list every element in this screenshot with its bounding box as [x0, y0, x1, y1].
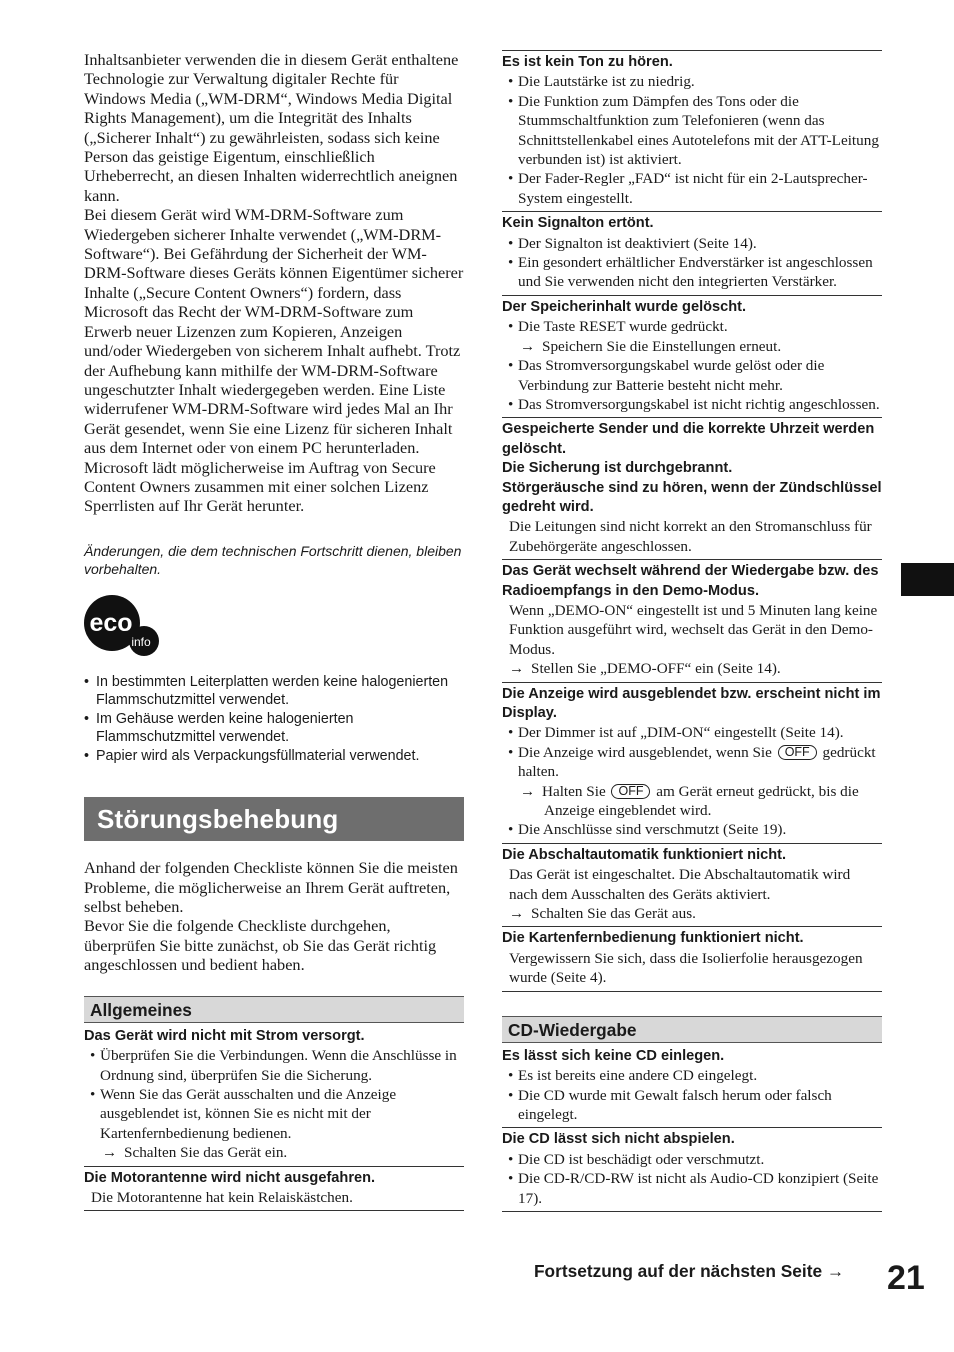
problem-auto-off	[502, 844, 882, 928]
problem-title: Es lässt sich keine CD einlegen.	[502, 1047, 725, 1064]
arrow-icon: →	[520, 782, 536, 800]
list-item: • Die CD ist beschädigt oder verschmutzt.	[502, 1150, 882, 1169]
eco-logo-word: eco	[89, 608, 133, 637]
list-item: • Die Funktion zum Dämpfen des Tons oder die Stummschaltfunktion zum Telefonieren (wenn das Schnittstellenkabel eines Autotelefons mit der ATT-Leitung verbunden ist) ist aktiviert.	[502, 92, 882, 170]
list-item: • Der Signalton ist deaktiviert (Seite 14).	[502, 234, 882, 253]
off-key-icon: OFF	[778, 745, 817, 760]
problem-title: Störgeräusche sind zu hören, wenn der Zündschlüssel gedreht wird.	[502, 479, 882, 515]
section-intro-2: Bevor Sie die folgende Checkliste durchgehen, überprüfen Sie bitte zunächst, ob Sie das Gerät richtig angeschlossen und bedient haben.	[84, 916, 437, 975]
remedy-item: → Speichern Sie die Einstellungen erneut.	[520, 337, 782, 355]
off-key-icon: OFF	[611, 784, 650, 799]
list-item: • Die CD-R/CD-RW ist nicht als Audio-CD konzipiert (Seite 17).	[502, 1169, 882, 1208]
remedy-item: → Schalten Sie das Gerät ein.	[102, 1144, 288, 1162]
problem-title: Es ist kein Ton zu hören.	[502, 54, 673, 70]
remedy-item: → Halten Sie OFF am Gerät erneut gedrückt, bis die Anzeige eingeblendet wird.	[520, 782, 859, 820]
list-item: • Wenn Sie das Gerät ausschalten und die Anzeige ausgeblendet ist, können Sie es nicht mit der Kartenfernbedienung bedienen.	[84, 1085, 464, 1143]
problem-cd-insert	[502, 1043, 882, 1129]
problem-antenna	[84, 1167, 464, 1212]
list-item: • Die Taste RESET wurde gedrückt.	[502, 317, 882, 336]
list-item: • Das Stromversorgungskabel wurde gelöst oder die Verbindung zur Batterie besteht nicht mehr.	[502, 356, 882, 395]
list-item: • Der Dimmer ist auf „DIM-ON“ eingestellt (Seite 14).	[502, 723, 882, 742]
problem-title: Die Kartenfernbedienung funktioniert nicht.	[502, 930, 804, 947]
problem-no-sound	[502, 51, 882, 212]
page-number: 21	[887, 1259, 925, 1297]
change-note: Änderungen, die dem technischen Fortschritt dienen, bleiben vorbehalten.	[84, 542, 462, 578]
list-item: Das Gerät ist eingeschaltet. Die Abschaltautomatik wird nach dem Ausschalten des Geräts aktiviert.	[509, 866, 851, 903]
list-item: • Ein gesondert erhältlicher Endverstärker ist angeschlossen und Sie verwenden nicht den integrierten Verstärker.	[502, 253, 882, 292]
problem-title: Die Motorantenne wird nicht ausgefahren.	[84, 1169, 376, 1186]
problem-title: Die Abschaltautomatik funktioniert nicht.	[502, 846, 787, 863]
eco-bullet-list	[84, 673, 464, 766]
problem-title: Das Gerät wird nicht mit Strom versorgt.	[84, 1027, 365, 1044]
problem-display	[502, 683, 882, 844]
list-item: • Die Anschlüsse sind verschmutzt (Seite 19).	[502, 820, 882, 839]
list-item: Die Leitungen sind nicht korrekt an den Stromanschluss für Zubehörgeräte angeschlossen.	[509, 518, 872, 555]
list-item: • Papier wird als Verpackungsfüllmaterial verwendet.	[84, 747, 464, 766]
section-intro-1: Anhand der folgenden Checkliste können Sie die meisten Probleme, die möglicherweise an Ihrem Gerät auftreten, selbst beheben.	[84, 858, 458, 917]
problem-no-beep	[502, 212, 882, 296]
continued-note: Fortsetzung auf der nächsten Seite →	[534, 1261, 845, 1281]
left-column	[84, 50, 464, 1211]
remedy-item: → Schalten Sie das Gerät aus.	[509, 905, 696, 923]
list-item: • Die Lautstärke ist zu niedrig.	[502, 72, 882, 91]
problem-title: Der Speicherinhalt wurde gelöscht.	[502, 298, 747, 315]
problem-title: Kein Signalton ertönt.	[502, 215, 654, 232]
intro-paragraph-1: Inhaltsanbieter verwenden die in diesem Gerät enthaltene Technologie zur Verwaltung digitaler Rechte für Windows Media („WM-DRM“, Windows Media Digital Rights Management), um die Integrität des Inhalts („Sicherer Inhalt“) zu gewährleisten, sodass sich keine Person das geistige Eigentum, einschließlich Urheberrecht, an diesen Inhalten widerrechtlich aneignen kann.	[84, 50, 459, 205]
subsection-cd: CD-Wiedergabe	[502, 1016, 882, 1043]
eco-info-icon	[84, 593, 160, 659]
problem-title: Das Gerät wechselt während der Wiedergabe bzw. des Radioempfangs in den Demo-Modus.	[502, 563, 879, 599]
list-item: • Die CD wurde mit Gewalt falsch herum oder falsch eingelegt.	[502, 1086, 882, 1125]
list-item: • In bestimmten Leiterplatten werden keine halogenierten Flammschutzmittel verwendet.	[84, 673, 464, 710]
eco-logo-sub: info	[131, 634, 151, 649]
problem-title: Die Sicherung ist durchgebrannt.	[502, 460, 733, 477]
arrow-icon: →	[102, 1144, 118, 1162]
problem-demo-mode	[502, 560, 882, 682]
subsection-general: Allgemeines	[84, 996, 464, 1023]
list-item: • Der Fader-Regler „FAD“ ist nicht für ein 2-Lautsprecher-System eingestellt.	[502, 169, 882, 208]
problem-stations-erased	[502, 418, 882, 560]
arrow-icon: →	[509, 905, 525, 923]
problem-title: Gespeicherte Sender und die korrekte Uhrzeit werden gelöscht.	[502, 421, 875, 457]
problem-remote	[502, 927, 882, 991]
side-tab-marker	[901, 563, 954, 596]
problem-memory-erased	[502, 296, 882, 418]
problem-title: Die Anzeige wird ausgeblendet bzw. erscheint nicht im Display.	[502, 685, 881, 721]
right-column	[502, 50, 882, 1212]
list-item: • Im Gehäuse werden keine halogenierten Flammschutzmittel verwendet.	[84, 710, 464, 747]
arrow-icon: →	[520, 337, 536, 355]
list-item: • Es ist bereits eine andere CD eingelegt.	[502, 1066, 882, 1085]
arrow-icon: →	[509, 660, 525, 678]
list-item: Die Motorantenne hat kein Relaiskästchen.	[91, 1188, 353, 1206]
list-item: Wenn „DEMO-ON“ eingestellt ist und 5 Minuten lang keine Funktion ausgeführt wird, wechselt das Gerät in den Demo-Modus.	[509, 601, 878, 658]
problem-cd-play	[502, 1128, 882, 1212]
eco-info-logo	[84, 593, 464, 659]
problem-no-power	[84, 1023, 464, 1167]
intro-paragraph-2: Bei diesem Gerät wird WM-DRM-Software zum Wiedergeben sicherer Inhalte verwendet („WM-DRM-Software“). Bei Gefährdung der Sicherheit der WM-DRM-Software dieses Geräts können Eigentümer sicherer Inhalte („Secure Content Owners“) fordern, dass Microsoft das Recht der WM-DRM-Software zum Erwerb neuer Lizenzen zum Kopieren, Anzeigen und/oder Wiedergeben von sicherem Inhalt aufhebt. Trotz der Aufhebung kann mithilfe der WM-DRM-Software ungeschutzter Inhalt wiedergegeben werden. Eine Liste widerrufener WM-DRM-Software wird jedes Mal an Ihr Gerät gesendet, wenn Sie eine Lizenz für sicheren Inhalt aus dem Internet oder von einem PC herunterladen. Microsoft lädt möglicherweise im Auftrag von Secure Content Owners zusammen mit einer solchen Lizenz Sperrlisten auf Ihr Gerät herunter.	[84, 205, 464, 516]
list-item: • Die Anzeige wird ausgeblendet, wenn Sie OFF gedrückt halten.	[502, 743, 882, 782]
list-item: • Überprüfen Sie die Verbindungen. Wenn die Anschlüsse in Ordnung sind, überprüfen Sie die Sicherung.	[84, 1046, 464, 1085]
list-item: Vergewissern Sie sich, dass die Isolierfolie herausgezogen wurde (Seite 4).	[509, 949, 863, 987]
list-item: • Das Stromversorgungskabel ist nicht richtig angeschlossen.	[502, 395, 882, 414]
remedy-item: → Stellen Sie „DEMO-OFF“ ein (Seite 14).	[509, 660, 781, 678]
section-title: Störungsbehebung	[84, 797, 464, 841]
problem-title: Die CD lässt sich nicht abspielen.	[502, 1131, 735, 1148]
